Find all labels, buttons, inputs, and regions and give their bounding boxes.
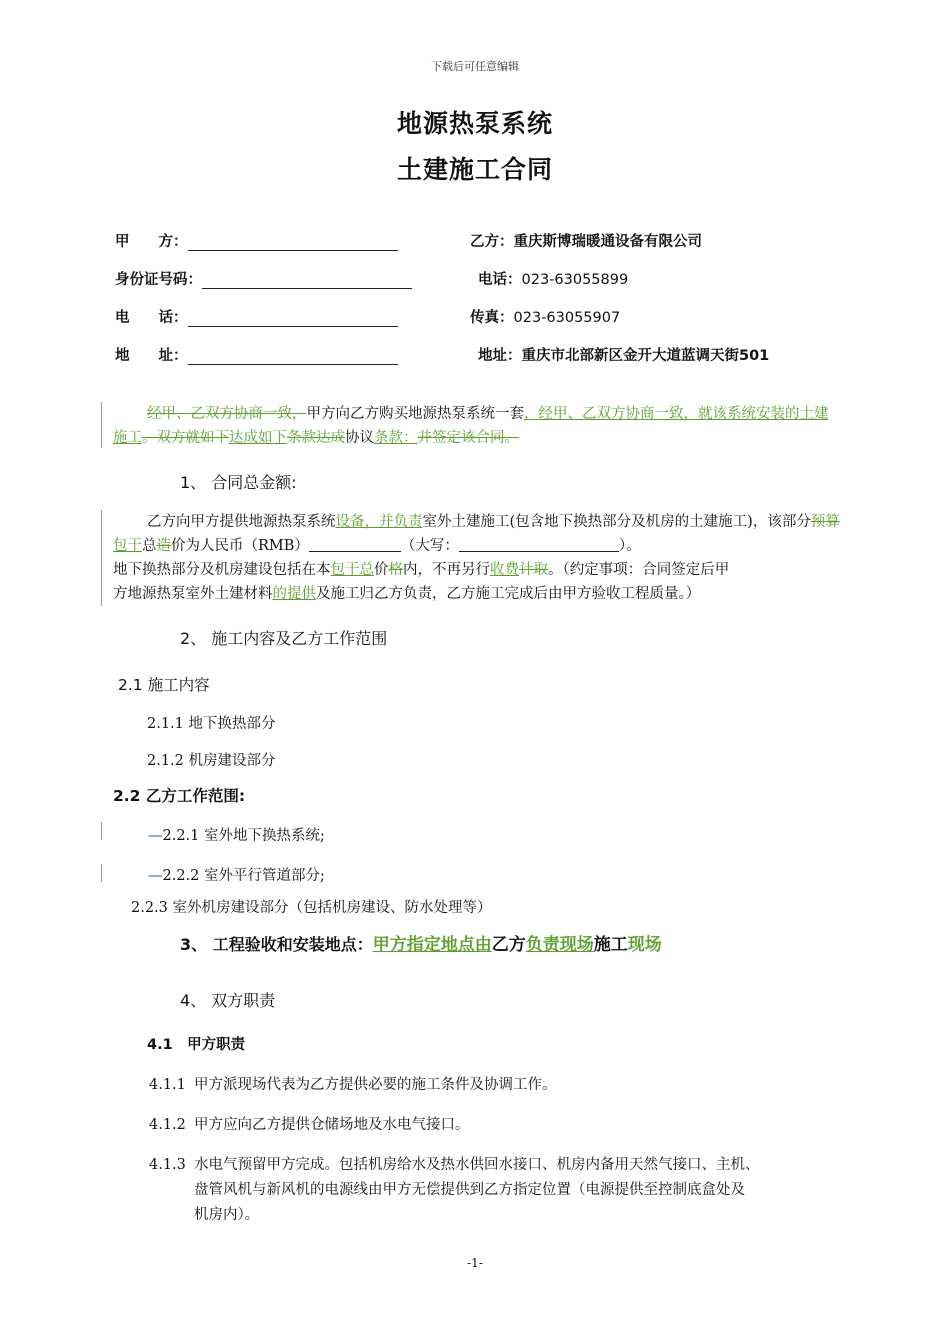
item-2-2-3: 2.2.3 室外机房建设部分（包括机房建设、防水处理等）	[131, 900, 492, 916]
id-number-blank	[202, 272, 412, 289]
item-text: 水电气预留甲方完成。包括机房给水及热水供回水接口、机房内备用天然气接口、主机、	[194, 1157, 760, 1173]
item-4-1-3	[149, 1153, 760, 1228]
title-line-1: 地源热泵系统	[396, 109, 553, 138]
yi-address-value: 重庆市北部新区金开大道蓝调天街501	[521, 348, 770, 364]
item-2-1-2: 2.1.2 机房建设部分	[147, 753, 276, 769]
header-note: 下载后可任意编辑	[431, 60, 519, 73]
deleted-text: 并签定该合同。	[417, 430, 519, 446]
section-3-text: 3、 工程验收和安装地点：	[180, 935, 373, 954]
section-3-heading	[180, 930, 662, 955]
inserted-text: ，经甲、乙双方协商一致，就该系统安装的土建施工	[113, 406, 829, 446]
section-3-text: 乙方	[491, 935, 526, 955]
yi-address	[478, 344, 769, 365]
inserted-text: 达成如下	[229, 430, 287, 446]
item-2-1-1: 2.1.1 地下换热部分	[147, 716, 276, 732]
party-jia-label: 甲 方：	[115, 234, 188, 250]
item-number: 4.1.2	[149, 1117, 186, 1133]
item-2-2-2-text: 2.2.2 室外平行管道部分;	[162, 868, 325, 884]
para-text: （大写：	[400, 538, 459, 554]
item-4-1-2	[149, 1113, 470, 1134]
item-number: 4.1.3	[149, 1157, 186, 1173]
item-number: 4.1.1	[149, 1077, 186, 1093]
inserted-text: 包干总	[330, 562, 374, 578]
item-2-2-1	[148, 824, 325, 845]
yi-phone	[478, 268, 628, 289]
para-text: 工)，该部分	[732, 514, 811, 530]
section-4-1-heading: 4.1 甲方职责	[147, 1037, 246, 1053]
party-jia-blank	[188, 234, 398, 251]
inserted-text: 包干	[113, 538, 142, 554]
para-text: 地下换热部分及机房建设包括在本	[113, 562, 331, 578]
yi-address-label: 地址：	[478, 348, 522, 364]
dash-marker: —	[148, 828, 163, 844]
yi-fax	[470, 306, 620, 327]
amount-words-blank	[459, 537, 619, 552]
yi-phone-label: 电话：	[478, 272, 522, 288]
inserted-text: 甲方指定地点由	[372, 935, 492, 955]
revision-bar	[101, 510, 102, 606]
deleted-text: 计取	[519, 562, 548, 578]
item-text: 盘管风机与新风机的电源线由甲方无偿提供到乙方指定位置（电源提供至控制底盒处及	[194, 1182, 745, 1198]
para-text: 价为人民币（RMB）	[171, 538, 309, 554]
jia-phone-blank	[188, 310, 398, 327]
deleted-text: 条款达成	[287, 430, 345, 446]
yi-fax-value: 023-63055907	[513, 310, 621, 326]
item-text: 甲方派现场代表为乙方提供必要的施工条件及协调工作。	[194, 1077, 557, 1093]
section-2-2-heading: 2.2 乙方工作范围:	[113, 787, 246, 805]
inserted-text: 条款：	[374, 430, 418, 446]
para-text: 室外土建施工(包含地下换热部分及机房的土建施	[422, 514, 733, 530]
jia-phone	[115, 306, 398, 327]
jia-address-blank	[188, 348, 398, 365]
revision-bar	[101, 402, 102, 448]
yi-phone-value: 023-63055899	[521, 272, 629, 288]
dash-marker: —	[148, 868, 163, 884]
party-jia	[115, 230, 398, 251]
deleted-text: 经甲、乙双方协商一致，	[147, 406, 307, 422]
para-text: 内，不再另行	[403, 562, 490, 578]
item-4-1-1	[149, 1073, 557, 1094]
section-3-text: 施工	[593, 935, 628, 955]
deleted-text: 格	[388, 562, 403, 578]
section-1-paragraph	[113, 510, 841, 606]
para-text: ）。	[618, 538, 641, 554]
jia-phone-label: 电 话：	[115, 310, 188, 326]
amount-blank	[309, 537, 401, 552]
inserted-text: 收费	[490, 562, 519, 578]
inserted-text: 设备，并负责	[335, 514, 423, 530]
para-text: 及施工归乙方负责，乙方施工完成后由甲方验收工程质量。）	[316, 586, 701, 602]
section-2-1-heading: 2.1 施工内容	[118, 676, 210, 694]
para-text: 方地源热泵室外土建材料	[113, 586, 273, 602]
party-yi	[470, 230, 702, 251]
section-4-heading: 4、 双方职责	[180, 991, 276, 1010]
para-text: 总	[142, 538, 157, 554]
revision-bar	[101, 864, 102, 882]
para-text: 。（约定事项：合同签定后甲	[548, 562, 730, 578]
section-2-heading: 2、 施工内容及乙方工作范围	[180, 629, 388, 648]
para-text: 价	[374, 562, 389, 578]
intro-text: 协议	[345, 430, 374, 446]
party-yi-label: 乙方：	[470, 234, 514, 250]
deleted-text: 造	[156, 538, 171, 554]
section-1-heading: 1、 合同总金额:	[180, 473, 297, 492]
item-2-2-2	[148, 864, 325, 885]
item-text: 机房内）。	[194, 1207, 260, 1223]
intro-text: 甲方向乙方购买地源热泵系统一套	[306, 406, 524, 422]
intro-paragraph	[113, 402, 841, 450]
page-number: -1-	[467, 1256, 483, 1270]
inserted-text: 现场	[627, 935, 662, 955]
jia-address-label: 地 址：	[115, 348, 188, 364]
item-2-2-1-text: 2.2.1 室外地下换热系统;	[162, 828, 325, 844]
para-text: 乙方向甲方提供地源热泵系统	[147, 514, 336, 530]
jia-address	[115, 344, 398, 365]
yi-fax-label: 传真：	[470, 310, 514, 326]
title-line-2: 土建施工合同	[396, 155, 553, 184]
item-text: 甲方应向乙方提供仓储场地及水电气接口。	[194, 1117, 470, 1133]
party-yi-value: 重庆斯博瑞暖通设备有限公司	[513, 234, 702, 250]
id-number-label: 身份证号码：	[115, 272, 202, 288]
deleted-text: 。双方就如下	[142, 430, 229, 446]
inserted-text: 负责现场	[525, 935, 594, 955]
id-number	[115, 268, 412, 289]
deleted-text: 预算	[810, 514, 840, 530]
inserted-text: 的提供	[272, 586, 316, 602]
revision-bar	[101, 822, 102, 840]
